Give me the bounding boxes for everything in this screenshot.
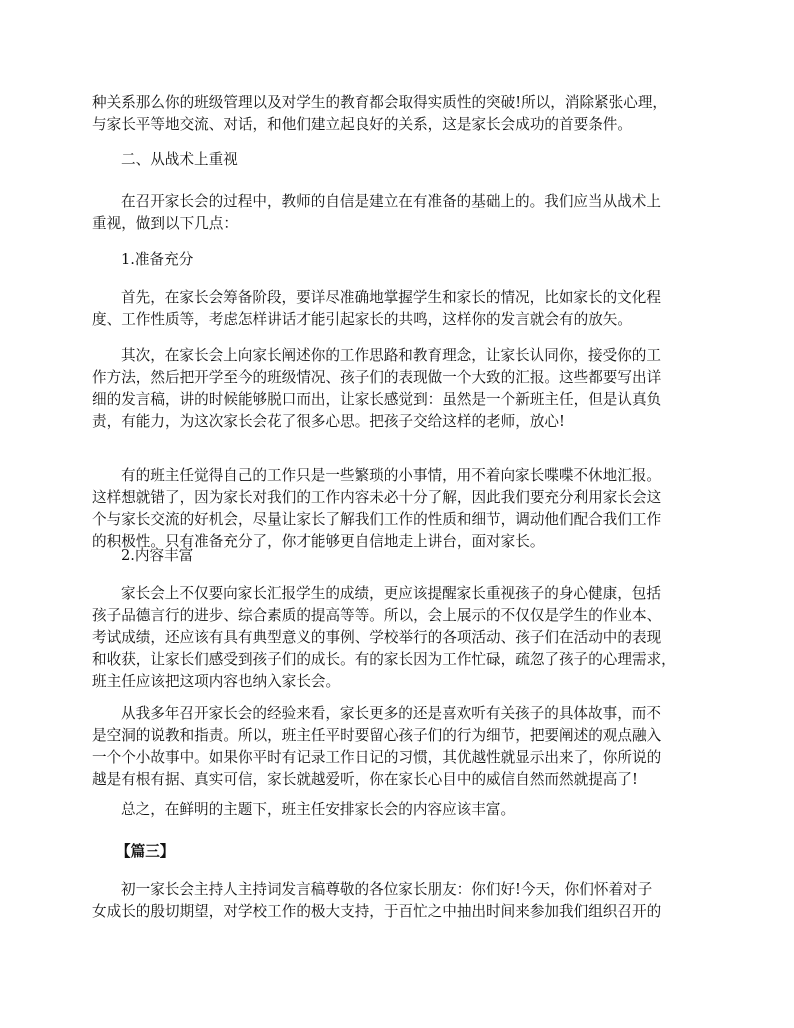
paragraph-4 [92,345,704,433]
text-line: 从我多年召开家长会的经验来看，家长更多的还是喜欢听有关孩子的具体故事，而不 [121,705,661,722]
text-line: 班主任应该把这项内容也纳入家长会。 [92,673,341,690]
paragraph-5 [92,465,704,553]
text-line: 有的班主任觉得自己的工作只是一些繁琐的小事情，用不着向家长喋喋不休地汇报。 [121,467,661,484]
subsection-heading-2: 2.内容丰富 [121,547,194,564]
text-line: 作方法，然后把开学至今的班级情况、孩子们的表现做一个大致的汇报。这些都要写出详 [92,369,662,386]
text-line: 种关系那么你的班级管理以及对学生的教育都会取得实质性的突破!所以，消除紧张心理， [92,94,668,111]
section-heading-2: 二、从战术上重视 [121,151,238,168]
paragraph-3 [92,287,704,331]
text-line: 的积极性。只有准备充分了，你才能够更自信地走上讲台，面对家长。 [92,533,545,550]
text-line: 初一家长会主持人主持词发言稿尊敬的各位家长朋友：你们好!今天，你们怀着对子 [121,881,653,898]
text-line: 其次，在家长会上向家长阐述你的工作思路和教育理念，让家长认同你，接受你的工 [121,347,661,364]
text-line: 家长会上不仅要向家长汇报学生的成绩，更应该提醒家长重视孩子的身心健康，包括 [121,585,661,602]
text-line: 责，有能力，为这次家长会花了很多心思。把孩子交给这样的老师，放心! [92,413,565,430]
text-line: 越是有根有据、真实可信，家长就越爱听，你在家长心目中的威信自然而然就提高了! [92,771,638,788]
text-line: 一个个小故事中。如果你平时有记录工作日记的习惯，其优越性就显示出来了，你所说的 [92,749,662,766]
text-line: 重视，做到以下几点： [92,215,238,232]
text-line: 是空洞的说教和指责。所以，班主任平时要留心孩子们的行为细节，把要阐述的观点融入 [92,727,662,744]
subsection-heading-1: 1.准备充分 [121,251,194,268]
text-line: 度、工作性质等，考虑怎样讲话才能引起家长的共鸣，这样你的发言就会有的放矢。 [92,311,632,328]
text-line: 首先，在家长会筹备阶段，要详尽准确地掌握学生和家长的情况，比如家长的文化程 [121,289,661,306]
text-line: 孩子品德言行的进步、综合素质的提高等等。所以，会上展示的不仅仅是学生的作业本、 [92,607,662,624]
text-line: 与家长平等地交流、对话，和他们建立起良好的关系，这是家长会成功的首要条件。 [92,116,632,133]
text-line: 个与家长交流的好机会，尽量让家长了解我们工作的性质和细节，调动他们配合我们工作 [92,511,662,528]
paragraph-7 [92,703,704,791]
section-heading-3: 【篇三】 [116,843,175,860]
text-line: 在召开家长会的过程中，教师的自信是建立在有准备的基础上的。我们应当从战术上 [121,193,661,210]
text-line: 和收获，让家长们感受到孩子们的成长。有的家长因为工作忙碌，疏忽了孩子的心理需求， [92,651,676,668]
paragraph-9 [92,879,704,923]
paragraph-1 [92,92,704,136]
text-line: 细的发言稿，讲的时候能够脱口而出，让家长感觉到：虽然是一个新班主任，但是认真负 [92,391,662,408]
paragraph-6 [92,583,704,693]
text-line: 考试成绩，还应该有具有典型意义的事例、学校举行的各项活动、孩子们在活动中的表现 [92,629,662,646]
text-line: 总之，在鲜明的主题下，班主任安排家长会的内容应该丰富。 [121,801,516,818]
paragraph-2 [92,191,704,235]
text-line: 女成长的殷切期望，对学校工作的极大支持，于百忙之中抽出时间来参加我们组织召开的 [92,903,662,920]
paragraph-8 [92,799,704,821]
text-line: 这样想就错了，因为家长对我们的工作内容未必十分了解，因此我们要充分利用家长会这 [92,489,662,506]
